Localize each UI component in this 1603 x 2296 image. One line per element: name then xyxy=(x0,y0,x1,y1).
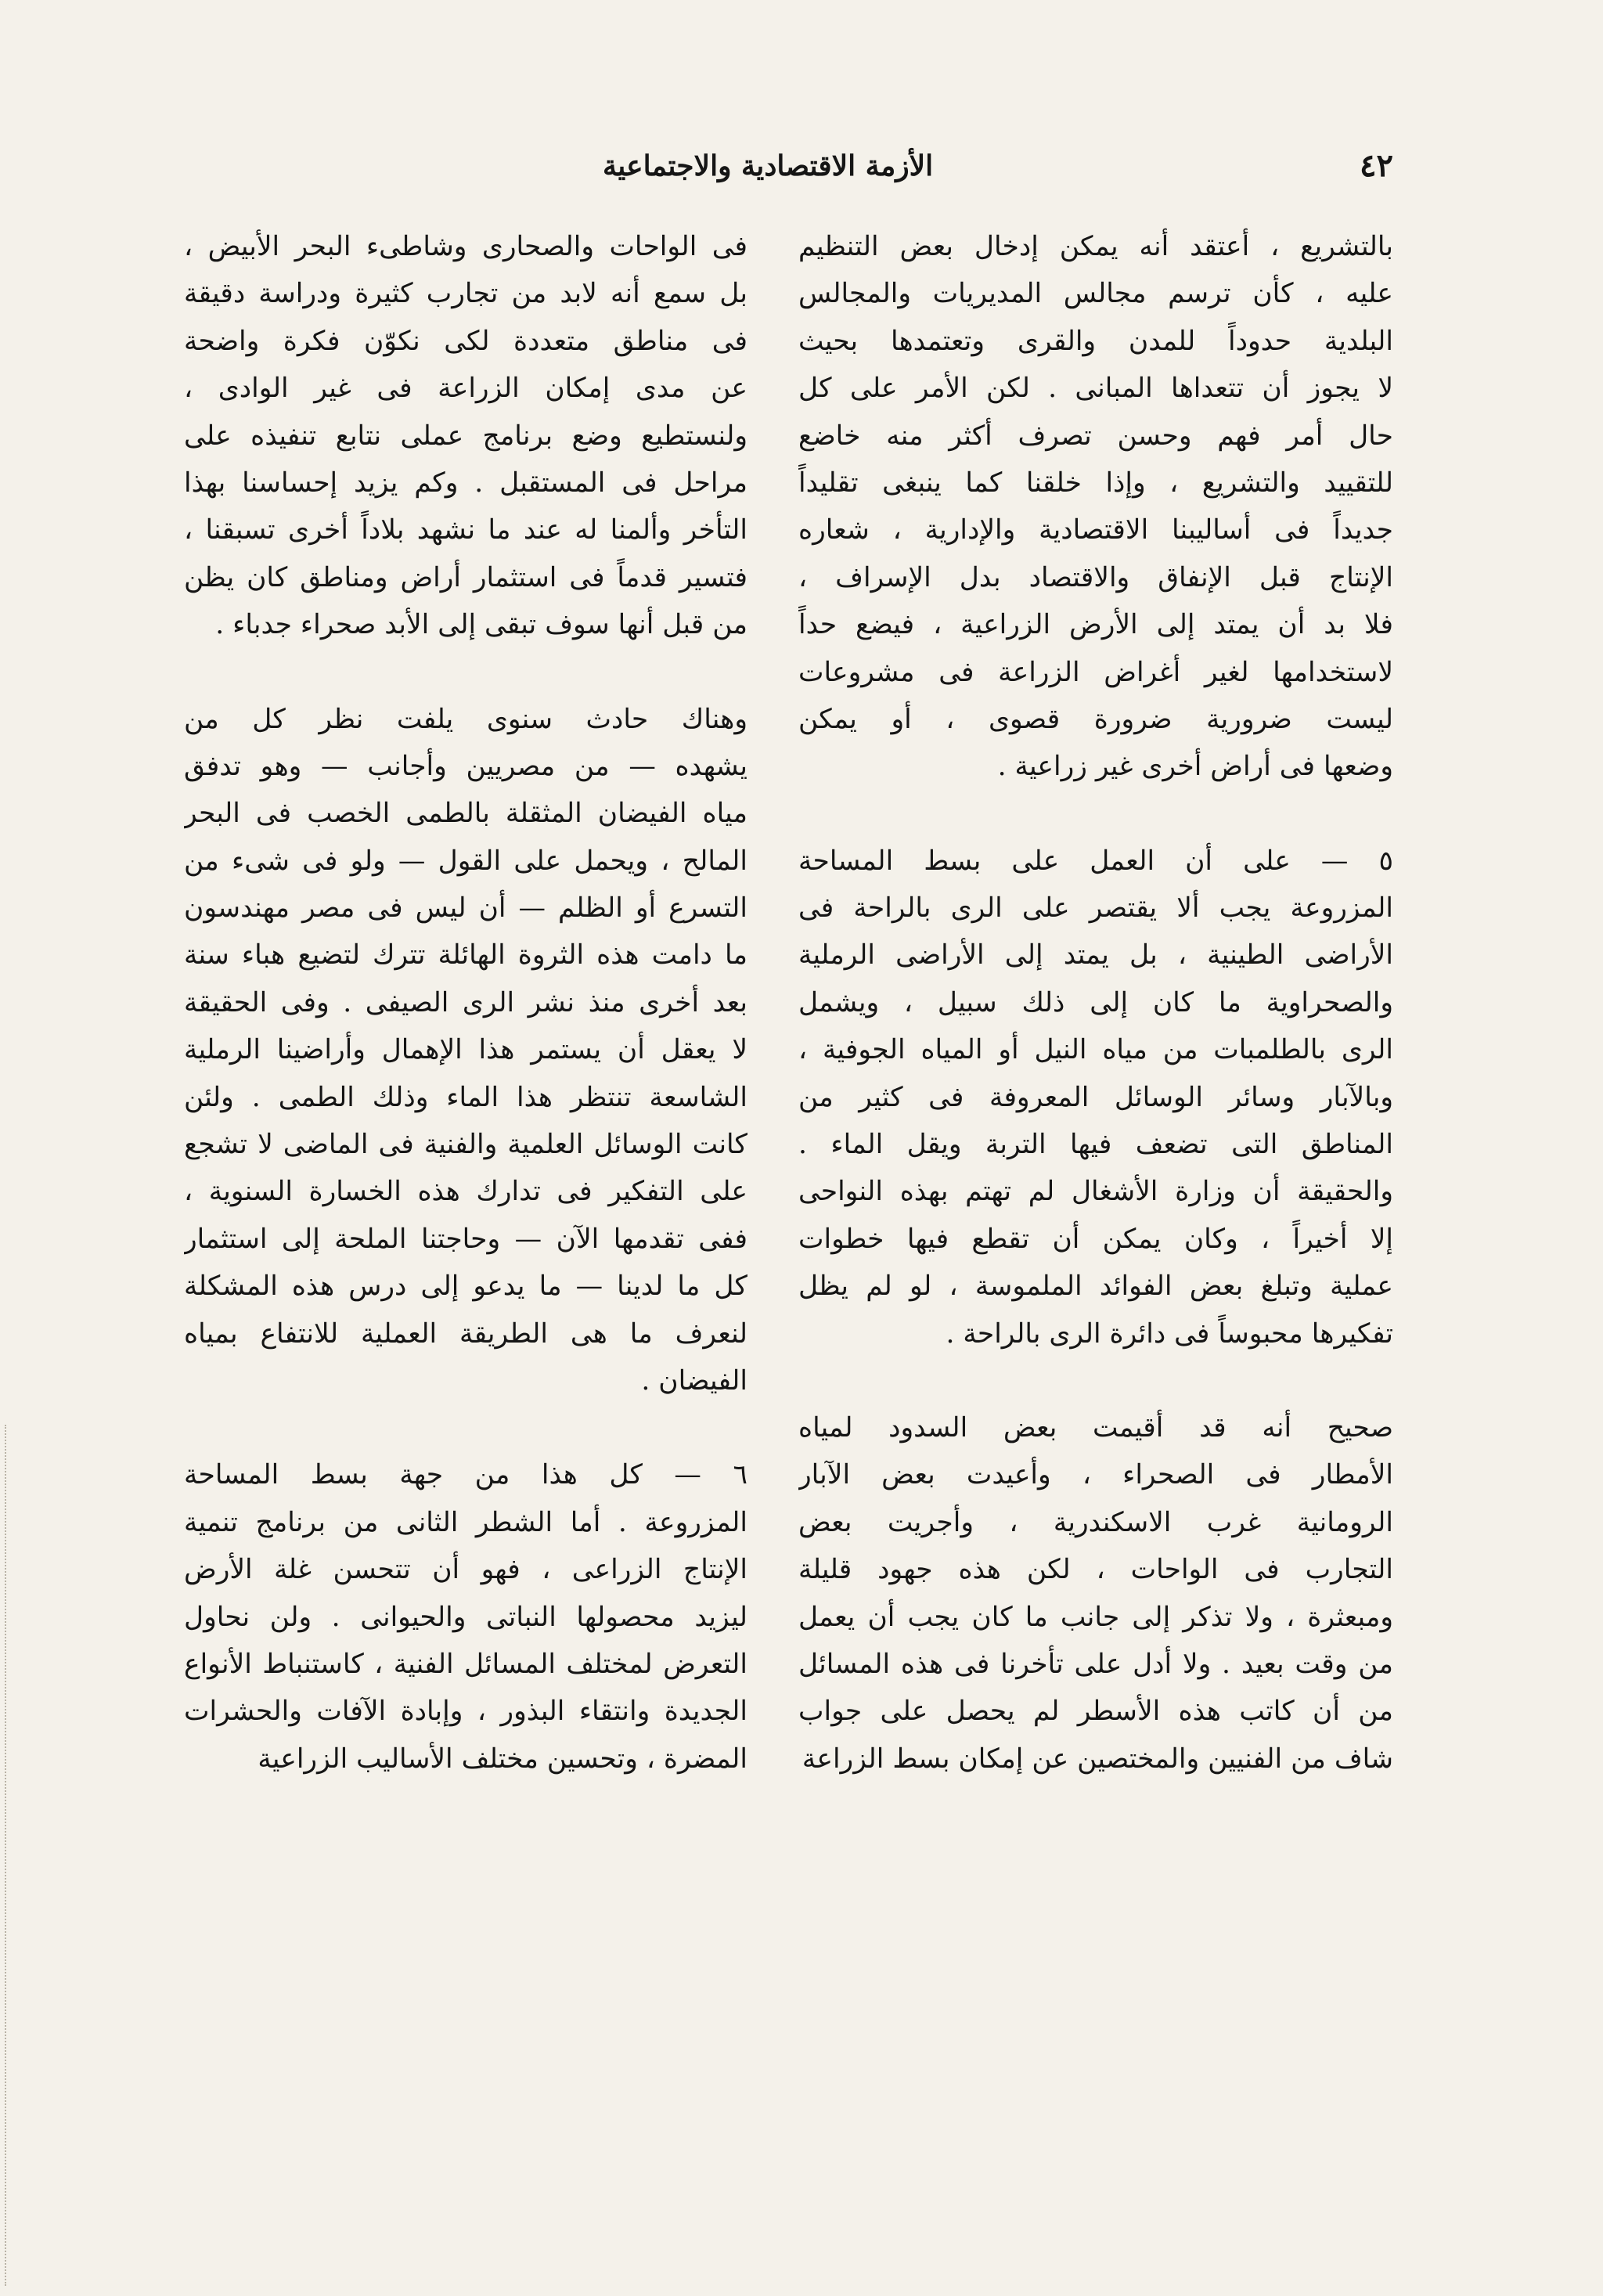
text-line: عن مدى إمكان الزراعة فى غير الوادى ، xyxy=(184,373,747,405)
text-line: الأمطار فى الصحراء ، وأعيدت بعض الآبار xyxy=(798,1459,1393,1491)
text-line: المالح ، ويحمل على القول — ولو فى شىء من xyxy=(184,845,747,877)
text-line: فى الواحات والصحارى وشاطىء البحر الأبيض ، xyxy=(184,231,747,262)
text-line: كانت الوسائل العلمية والفنية فى الماضى لا تشجع xyxy=(184,1129,747,1161)
text-line: بل سمع أنه لابد من تجارب كثيرة ودراسة دقيقة xyxy=(184,278,747,310)
text-line: وهناك حادث سنوى يلفت نظر كل من xyxy=(184,703,747,735)
text-line: ولنستطيع وضع برنامج عملى نتابع تنفيذه على xyxy=(184,420,747,452)
text-line: فلا بد أن يمتد إلى الأرض الزراعية ، فيضع حداً xyxy=(798,609,1393,641)
text-line: مياه الفيضان المثقلة بالطمى الخصب فى البحر xyxy=(184,798,747,830)
text-line: صحيح أنه قد أقيمت بعض السدود لمياه xyxy=(798,1411,1393,1444)
text-line: لا يجوز أن تتعداها المبانى . لكن الأمر على كل xyxy=(798,373,1393,405)
text-line: الفيضان . xyxy=(641,1364,747,1397)
text-line: ففى تقدمها الآن — وحاجتنا الملحة إلى استثمار xyxy=(184,1223,747,1255)
text-line: فتسير قدماً فى استثمار أراض ومناطق كان يظن xyxy=(184,561,747,593)
paragraph-gap xyxy=(798,791,1393,838)
text-line: التسرع أو الظلم — أن ليس فى مصر مهندسون xyxy=(184,892,747,925)
text-line: فى مناطق متعددة لكى نكوّن فكرة واضحة xyxy=(184,325,747,357)
text-line: من قبل أنها سوف تبقى إلى الأبد صحراء جدباء . xyxy=(215,609,747,641)
text-line: جديداً فى أساليبنا الاقتصادية والإدارية ، شعاره xyxy=(798,514,1393,546)
text-line: وضعها فى أراض أخرى غير زراعية . xyxy=(997,751,1393,783)
text-line: إلا أخيراً ، وكان يمكن أن تقطع فيها خطوات xyxy=(798,1223,1393,1255)
text-line: المزروعة . أما الشطر الثانى من برنامج تنمية xyxy=(184,1506,747,1538)
text-line: التأخر وألمنا له عند ما نشهد بلاداً أخرى تسبقنا ، xyxy=(184,514,747,546)
text-line: الأراضى الطينية ، بل يمتد إلى الأراضى الرملية xyxy=(798,939,1393,971)
text-line: التجارب فى الواحات ، لكن هذه جهود قليلة xyxy=(798,1554,1393,1586)
paragraph-gap xyxy=(184,649,747,696)
text-line: المزروعة يجب ألا يقتصر على الرى بالراحة فى xyxy=(798,892,1393,925)
text-line: لنعرف ما هى الطريقة العملية للانتفاع بمياه xyxy=(184,1317,747,1350)
text-line: المناطق التى تضعف فيها التربة ويقل الماء . xyxy=(798,1129,1393,1161)
text-line: حال أمر فهم وحسن تصرف أكثر منه خاضع xyxy=(798,420,1393,452)
paragraph xyxy=(798,838,1393,1357)
paragraph-gap xyxy=(184,1404,747,1451)
page-header xyxy=(603,142,1393,189)
text-line: البلدية حدوداً للمدن والقرى وتعتمدها بحيث xyxy=(798,325,1393,357)
paragraph xyxy=(798,1404,1393,1782)
text-line: وبالآبار وسائر الوسائل المعروفة فى كثير من xyxy=(798,1081,1393,1113)
text-line: لاستخدامها لغير أغراض الزراعة فى مشروعات xyxy=(798,656,1393,688)
page-edge-mark xyxy=(5,1425,11,2286)
text-line: الإنتاج الزراعى ، فهو أن تتحسن غلة الأرض xyxy=(184,1554,747,1586)
text-line: ما دامت هذه الثروة الهائلة تترك لتضيع هباء سنة xyxy=(184,939,747,971)
text-line: ٥ — على أن العمل على بسط المساحة xyxy=(798,845,1393,877)
paragraph-gap xyxy=(798,1357,1393,1404)
text-line: من أن كاتب هذه الأسطر لم يحصل على جواب xyxy=(798,1696,1393,1728)
text-line: والحقيقة أن وزارة الأشغال لم تهتم بهذه النواحى xyxy=(798,1176,1393,1208)
paragraph xyxy=(184,696,747,1405)
text-line: تفكيرها محبوساً فى دائرة الرى بالراحة . xyxy=(946,1317,1393,1350)
text-line: الرى بالطلمبات من مياه النيل أو المياه الجوفية ، xyxy=(798,1034,1393,1066)
text-line: التعرض لمختلف المسائل الفنية ، كاستنباط الأنواع xyxy=(184,1648,747,1680)
text-line: بالتشريع ، أعتقد أنه يمكن إدخال بعض التنظيم xyxy=(798,231,1393,262)
text-line: كل ما لدينا — ما يدعو إلى درس هذه المشكلة xyxy=(184,1271,747,1303)
text-line: للتقييد والتشريع ، وإذا خلقنا كما ينبغى تقليداً xyxy=(798,467,1393,499)
paragraph xyxy=(798,223,1393,791)
right-text-column xyxy=(798,223,1393,1782)
text-line: يشهده — من مصريين وأجانب — وهو تدفق xyxy=(184,750,747,782)
text-line: شاف من الفنيين والمختصين عن إمكان بسط الزراعة xyxy=(802,1743,1393,1775)
paragraph xyxy=(184,223,747,649)
page-number: ٤٢ xyxy=(1360,147,1393,184)
text-line: والصحراوية ما كان إلى ذلك سبيل ، ويشمل xyxy=(798,986,1393,1018)
text-line: الرومانية غرب الاسكندرية ، وأجريت بعض xyxy=(798,1506,1393,1538)
running-title: الأزمة الاقتصادية والاجتماعية xyxy=(603,150,934,182)
text-line: من وقت بعيد . ولا أدل على تأخرنا فى هذه المسائل xyxy=(798,1648,1393,1680)
text-line: لا يعقل أن يستمر هذا الإهمال وأراضينا الرملية xyxy=(184,1034,747,1066)
text-line: عملية وتبلغ بعض الفوائد الملموسة ، لو لم يظل xyxy=(798,1271,1393,1303)
text-line: ليست ضرورية ضرورة قصوى ، أو يمكن xyxy=(798,703,1393,735)
text-line: ٦ — كل هذا من جهة بسط المساحة xyxy=(184,1459,747,1491)
paragraph xyxy=(184,1451,747,1782)
text-line: الجديدة وانتقاء البذور ، وإبادة الآفات والحشرات xyxy=(184,1696,747,1728)
text-line: ومبعثرة ، ولا تذكر إلى جانب ما كان يجب أن يعمل xyxy=(798,1601,1393,1633)
text-line: عليه ، كأن ترسم مجالس المديريات والمجالس xyxy=(798,278,1393,310)
text-line: الشاسعة تنتظر هذا الماء وذلك الطمى . ولئن xyxy=(184,1081,747,1113)
text-line: مراحل فى المستقبل . وكم يزيد إحساسنا بهذا xyxy=(184,467,747,499)
text-line: المضرة ، وتحسين مختلف الأساليب الزراعية xyxy=(258,1743,747,1775)
text-line: على التفكير فى تدارك هذه الخسارة السنوية ، xyxy=(184,1176,747,1208)
text-line: ليزيد محصولها النباتى والحيوانى . ولن نحاول xyxy=(184,1601,747,1633)
text-line: الإنتاج قبل الإنفاق والاقتصاد بدل الإسراف ، xyxy=(798,561,1393,593)
text-line: بعد أخرى منذ نشر الرى الصيفى . وفى الحقيقة xyxy=(184,986,747,1018)
left-text-column xyxy=(184,223,747,1782)
